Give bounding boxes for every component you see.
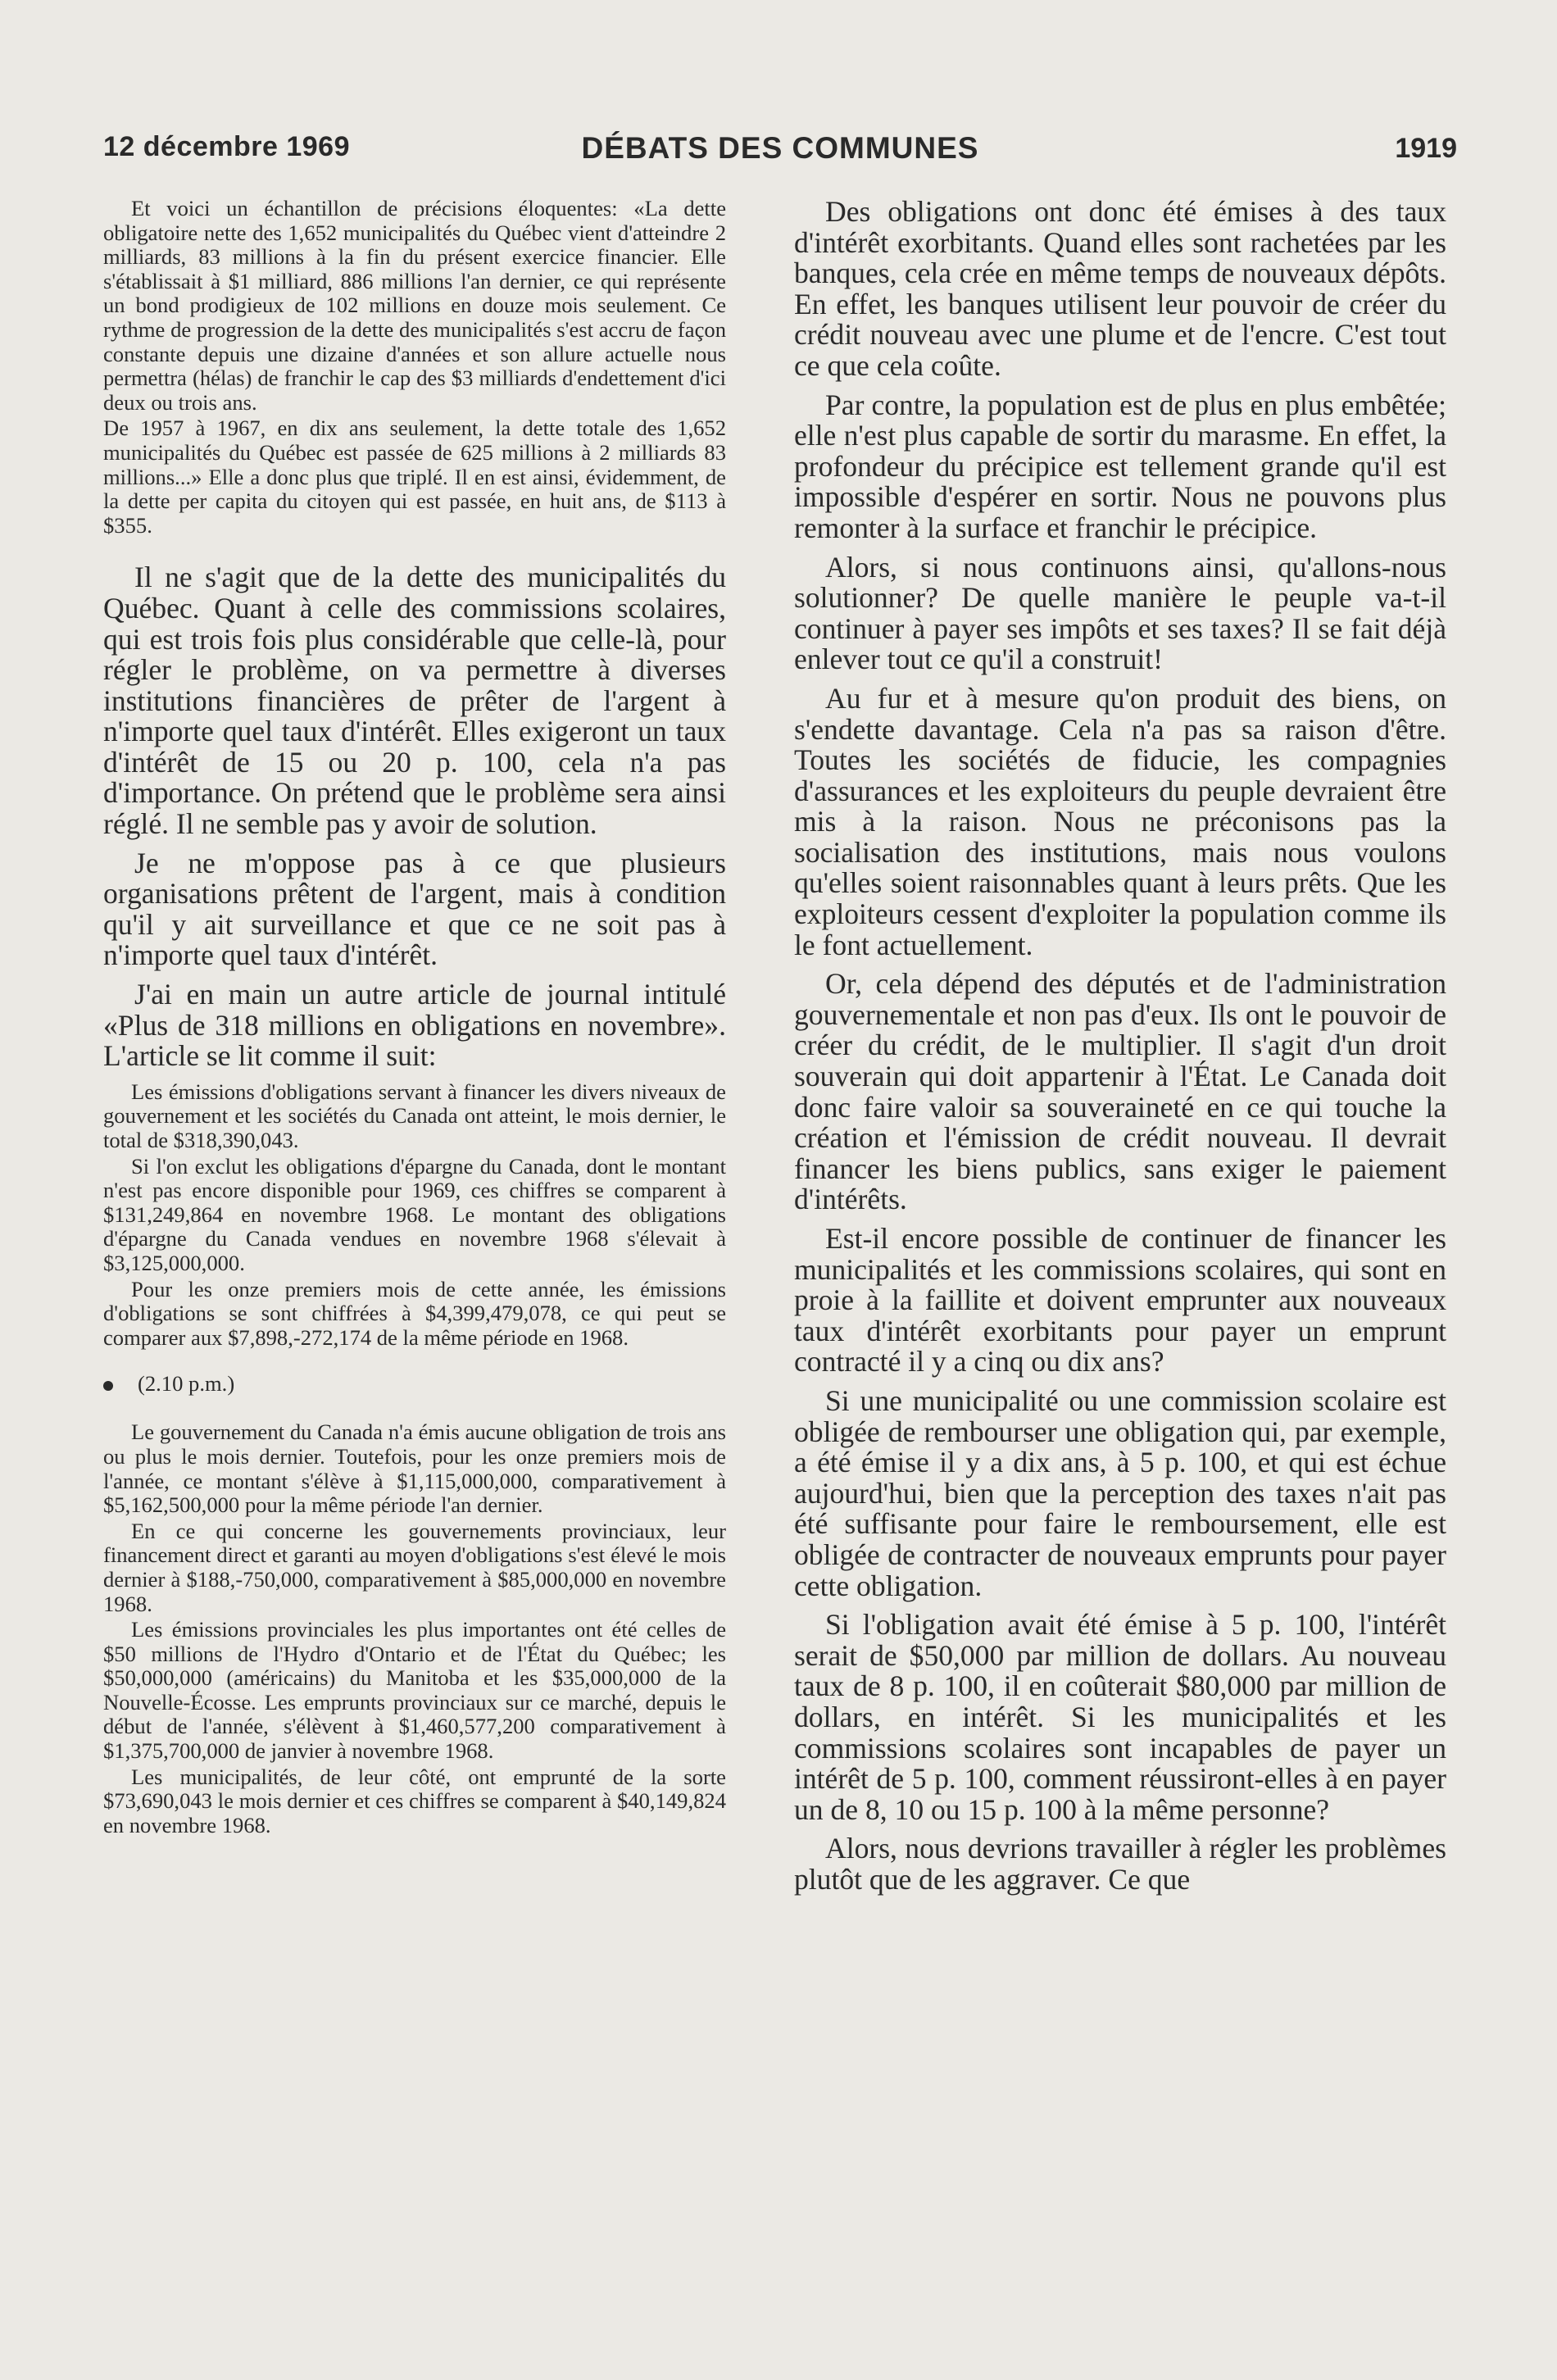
- body-paragraph: Alors, si nous continuons ainsi, qu'allons-nous solutionner? De quelle manière le peuple va-t-il continuer à payer ses impôts et ses taxes? Il se fait déjà enlever tout ce qu'il a construit!: [794, 550, 1446, 676]
- quote-paragraph: Le gouvernement du Canada n'a émis aucune obligation de trois ans ou plus le mois dernier. Toutefois, pour les onze premiers mois de l'année, ce montant s'élève à $1,115,000,000, comparativement à $5,162,500,000 pour la même période l'an dernier.: [103, 1419, 726, 1518]
- quote-paragraph: En ce qui concerne les gouvernements provinciaux, leur financement direct et garanti au moyen d'obligations s'est élevé le mois dernier à $188,-750,000, comparativement à $85,000,000 en novembre 1968.: [103, 1518, 726, 1616]
- body-paragraph: Si l'obligation avait été émise à 5 p. 100, l'intérêt serait de $50,000 par million de dollars. Au nouveau taux de 8 p. 100, il en coûterait $80,000 par million de dollars, en intérêt. Si les municipalités et les commissions scolaires sont incapables de payer un intérêt de 5 p. 100, comment réussiront-elles à en payer un de 8, 10 ou 15 p. 100 à la même personne?: [794, 1608, 1446, 1826]
- body-paragraph: Je ne m'oppose pas à ce que plusieurs organisations prêtent de l'argent, mais à condition qu'il y ait surveillance et que ce ne soit pas à n'importe quel taux d'intérêt.: [103, 846, 726, 972]
- body-paragraph: Alors, nous devrions travailler à régler les problèmes plutôt que de les aggraver. Ce que: [794, 1832, 1446, 1896]
- body-paragraph: Est-il encore possible de continuer de financer les municipalités et les commissions scolaires, qui sont en proie à la faillite et doivent emprunter aux nouveaux taux d'intérêt exorbitants pour payer un emprunt contracté il y a cinq ou dix ans?: [794, 1222, 1446, 1378]
- body-paragraph: Or, cela dépend des députés et de l'administration gouvernementale et non pas d'eux. Ils ont le pouvoir de créer du crédit, de le multiplier. Il s'agit d'un droit souverain qui doit appartenir à l'État. Le Canada doit donc faire valoir sa souveraineté en ce qui touche la création et l'émission de crédit nouveau. Il devrait financer les biens publics, sans exiger le paiement d'intérêts.: [794, 967, 1446, 1216]
- bullet-icon: [103, 1381, 113, 1391]
- right-column: [794, 197, 1446, 1895]
- time-label: (2.10 p.m.): [138, 1371, 235, 1397]
- quote-paragraph: Les émissions provinciales les plus importantes ont été celles de $50 millions de l'Hydro d'Ontario et de l'État du Québec; les $50,000,000 (américains) du Manitoba et les $35,000,000 de la Nouvelle-Écosse. Les emprunts provinciaux sur ce marché, depuis le début de l'année, s'élèvent à $1,460,577,200 comparativement à $1,375,700,000 de janvier à novembre 1968.: [103, 1617, 726, 1764]
- left-column: [103, 197, 726, 1837]
- page-header: [103, 131, 1457, 180]
- body-paragraph: Par contre, la population est de plus en plus embêtée; elle n'est plus capable de sortir du marasme. En effet, la profondeur du précipice est tellement grande qu'il est impossible d'espérer en sortir. Nous ne pouvons plus remonter à la surface et franchir le précipice.: [794, 388, 1446, 544]
- quote-paragraph: Et voici un échantillon de précisions éloquentes: «La dette obligatoire nette des 1,652 municipalités du Québec vient d'atteindre 2 milliards, 83 millions à la fin du présent exercice financier. Elle s'établissait à $1 milliard, 886 millions l'an dernier, ce qui représente un bond prodigieux de 102 millions en douze mois seulement. Ce rythme de progression de la dette des municipalités s'est accru de façon constante depuis une dizaine d'années et son allure actuelle nous permettra (hélas) de franchir le cap des $3 milliards d'endettement d'ici deux ou trois ans.: [103, 196, 726, 415]
- page-number: 1919: [1395, 133, 1457, 164]
- header-title: DÉBATS DES COMMUNES: [581, 131, 979, 165]
- body-paragraph: Au fur et à mesure qu'on produit des biens, on s'endette davantage. Cela n'a pas sa raison d'être. Toutes les sociétés de fiducie, les compagnies d'assurances et les exploiteurs du peuple devraient être mis à la raison. Nous ne préconisons pas la socialisation des institutions, mais nous voulons qu'elles soient raisonnables quant à leurs prêts. Que les exploiteurs cessent d'exploiter la population comme ils le font actuellement.: [794, 681, 1446, 961]
- quote-paragraph: De 1957 à 1967, en dix ans seulement, la dette totale des 1,652 municipalités du Québec est passée de 625 millions à 2 milliards 83 millions...» Elle a donc plus que triplé. Il en est ainsi, évidemment, de la dette per capita du citoyen qui est passée, en huit ans, de $113 à $355.: [103, 416, 726, 538]
- quote-paragraph: Si l'on exclut les obligations d'épargne du Canada, dont le montant n'est pas encore disponible pour 1969, ces chiffres se comparent à $131,249,864 en novembre 1968. Le montant des obligations d'épargne du Canada vendues en novembre 1968 s'élevait à $3,125,000,000.: [103, 1153, 726, 1275]
- header-date: 12 décembre 1969: [103, 131, 350, 162]
- body-paragraph: J'ai en main un autre article de journal intitulé «Plus de 318 millions en obligations en novembre». L'article se lit comme il suit:: [103, 978, 726, 1073]
- time-marker: [103, 1371, 726, 1396]
- quote-paragraph: Pour les onze premiers mois de cette année, les émissions d'obligations se sont chiffrées à $4,399,479,078, ce qui peut se comparer aux $7,898,-272,174 de la même période en 1968.: [103, 1276, 726, 1350]
- body-paragraph: Des obligations ont donc été émises à des taux d'intérêt exorbitants. Quand elles sont rachetées par les banques, cela crée en même temps de nouveaux dépôts. En effet, les banques utilisent leur pouvoir de créer du crédit nouveau avec une plume et de l'encre. C'est tout ce que cela coûte.: [794, 195, 1446, 382]
- quote-paragraph: Les municipalités, de leur côté, ont emprunté de la sorte $73,690,043 le mois dernier et ces chiffres se comparent à $40,149,824 en novembre 1968.: [103, 1764, 726, 1837]
- quote-paragraph: Les émissions d'obligations servant à financer les divers niveaux de gouvernement et les sociétés du Canada ont atteint, le mois dernier, le total de $318,390,043.: [103, 1079, 726, 1152]
- body-paragraph: Si une municipalité ou une commission scolaire est obligée de rembourser une obligation qui, par exemple, a été émise il y a dix ans, à 5 p. 100, et qui est échue aujourd'hui, bien que la perception des taxes n'ait pas été suffisante pour faire le remboursement, elle est obligée de contracter de nouveaux emprunts pour payer cette obligation.: [794, 1383, 1446, 1602]
- body-paragraph: Il ne s'agit que de la dette des municipalités du Québec. Quant à celle des commissions scolaires, qui est trois fois plus considérable que celle-là, pour régler le problème, on va permettre à diverses institutions financières de prêter de l'argent à n'importe quel taux d'intérêt. Elles exigeront un taux d'intérêt de 15 ou 20 p. 100, cela n'a pas d'importance. On prétend que le problème sera ainsi réglé. Il ne semble pas y avoir de solution.: [103, 561, 726, 841]
